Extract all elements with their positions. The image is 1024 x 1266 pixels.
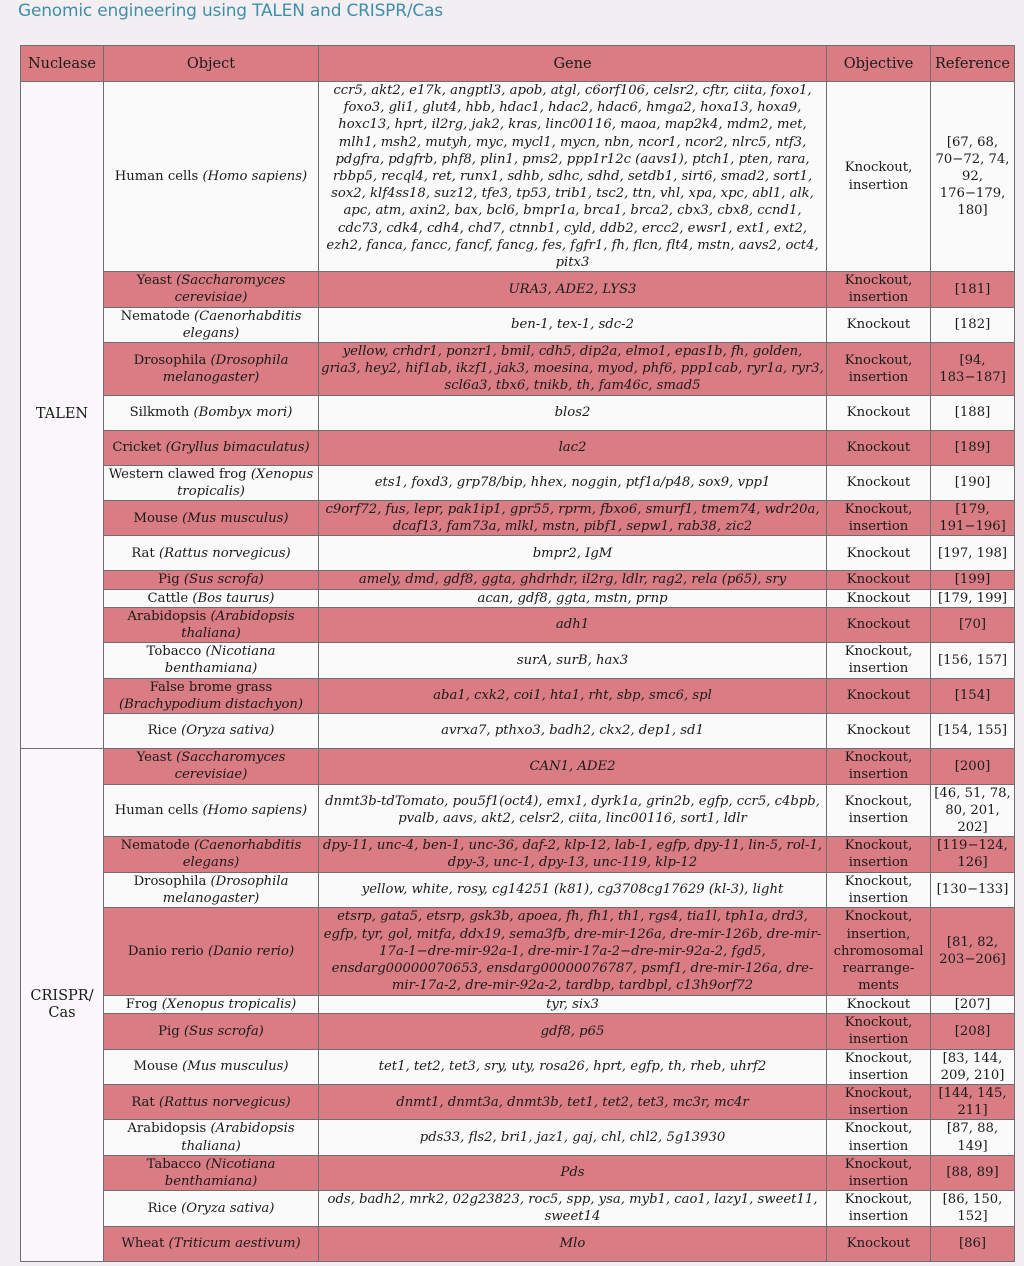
- table-row: [21, 1155, 1015, 1190]
- object-scientific-name: (Arabidopsis thaliana): [181, 1121, 295, 1154]
- object-name: Danio rerio: [127, 943, 204, 959]
- object-scientific-name: (Homo sapiens): [202, 802, 308, 818]
- gene-cell: yellow, white, rosy, cg14251 (k81), cg3708cg17629 (kl-3), light: [319, 872, 827, 907]
- objective-cell: Knockout, insertion: [827, 872, 931, 907]
- table-row: [21, 272, 1015, 307]
- objective-cell: Knockout: [827, 1226, 931, 1261]
- reference-cell: [119−124, 126]: [931, 837, 1015, 872]
- table-row: [21, 784, 1015, 837]
- object-name: Yeast: [136, 750, 172, 766]
- object-name: Rat: [131, 1094, 155, 1110]
- object-name: Arabidopsis: [127, 1121, 207, 1137]
- reference-cell: [199]: [931, 571, 1015, 589]
- table-row: [21, 82, 1015, 272]
- objective-cell: Knockout, insertion: [827, 1155, 931, 1190]
- object-cell: [104, 643, 319, 678]
- gene-cell: pds33, fls2, bri1, jaz1, gaj, chl, chl2, 5g13930: [319, 1120, 827, 1155]
- objective-cell: Knockout, insertion: [827, 784, 931, 837]
- objective-cell: Knockout, insertion, chromosomal rearrange-ments: [827, 907, 931, 995]
- object-cell: [104, 343, 319, 396]
- objective-cell: Knockout: [827, 395, 931, 430]
- reference-cell: [83, 144, 209, 210]: [931, 1049, 1015, 1084]
- crispr-nuclease-cell: CRISPR/ Cas: [21, 749, 104, 1261]
- object-name: False brome grass: [149, 679, 273, 695]
- objective-cell: Knockout: [827, 536, 931, 571]
- object-cell: [104, 907, 319, 995]
- object-scientific-name: (Danio rerio): [207, 943, 295, 959]
- object-scientific-name: (Sus scrofa): [183, 1023, 264, 1039]
- object-cell: [104, 872, 319, 907]
- object-cell: [104, 837, 319, 872]
- object-name: Mouse: [133, 510, 178, 526]
- object-scientific-name: (Drosophila melanogaster): [162, 873, 289, 906]
- object-cell: [104, 82, 319, 272]
- objective-cell: Knockout, insertion: [827, 343, 931, 396]
- objective-cell: Knockout: [827, 995, 931, 1013]
- table-row: [21, 1226, 1015, 1261]
- gene-cell: dnmt3b-tdTomato, pou5f1(oct4), emx1, dyrk1a, grin2b, egfp, ccr5, c4bpb, pvalb, aavs, akt2, celsr2, ciita, linc00116, sort1, ldlr: [319, 784, 827, 837]
- gene-cell: acan, gdf8, ggta, mstn, prnp: [319, 589, 827, 607]
- gene-cell: ben-1, tex-1, sdc-2: [319, 307, 827, 342]
- header-gene: Gene: [319, 46, 827, 82]
- gene-cell: c9orf72, fus, lepr, pak1ip1, gpr55, rprm, fbxo6, smurf1, tmem74, wdr20a, dcaf13, fam73a, mlkl, mstn, pibf1, sepw1, rab38, zic2: [319, 501, 827, 536]
- gene-cell: gdf8, p65: [319, 1014, 827, 1049]
- object-scientific-name: (Bombyx mori): [193, 405, 293, 421]
- reference-cell: [188]: [931, 395, 1015, 430]
- reference-cell: [207]: [931, 995, 1015, 1013]
- gene-cell: lac2: [319, 430, 827, 465]
- reference-cell: [94, 183−187]: [931, 343, 1015, 396]
- objective-cell: Knockout, insertion: [827, 837, 931, 872]
- reference-cell: [88, 89]: [931, 1155, 1015, 1190]
- object-name: Frog: [125, 996, 158, 1012]
- objective-cell: Knockout: [827, 571, 931, 589]
- object-scientific-name: (Rattus norvegicus): [158, 545, 291, 561]
- objective-cell: Knockout: [827, 307, 931, 342]
- objective-cell: Knockout, insertion: [827, 749, 931, 784]
- table-row: [21, 571, 1015, 589]
- object-cell: [104, 430, 319, 465]
- objective-cell: Knockout, insertion: [827, 1084, 931, 1119]
- gene-cell: tyr, six3: [319, 995, 827, 1013]
- objective-cell: Knockout: [827, 714, 931, 749]
- object-cell: [104, 1049, 319, 1084]
- table-row: [21, 1049, 1015, 1084]
- object-scientific-name: (Triticum aestivum): [168, 1235, 301, 1251]
- objective-cell: Knockout, insertion: [827, 1014, 931, 1049]
- object-scientific-name: (Rattus norvegicus): [158, 1094, 291, 1110]
- object-cell: [104, 1226, 319, 1261]
- table-row: [21, 1191, 1015, 1226]
- object-scientific-name: (Xenopus tropicalis): [161, 996, 297, 1012]
- table-body: [21, 82, 1015, 1262]
- table-row: [21, 343, 1015, 396]
- gene-cell: etsrp, gata5, etsrp, gsk3b, apoea, fh, fh1, th1, rgs4, tia1l, tph1a, drd3, egfp, tyr, gol, mitfa, ddx19, sema3fb, dre-mir-126a, dre-mir-126b, dre-mir-17a-1−dre-mir-92a-1, dre-mir-17a-2−dre-mir-92a-2, fgd5, ensdarg00000070653, ensdarg00000076787, psmf1, dre-mir-126a, dre-mir-17a-2, dre-mir-92a-2, tardbp, tardbpl, c13h9orf72: [319, 907, 827, 995]
- reference-cell: [87, 88, 149]: [931, 1120, 1015, 1155]
- object-scientific-name: (Bos taurus): [192, 590, 275, 606]
- object-cell: [104, 1155, 319, 1190]
- object-name: Tobacco: [146, 644, 202, 660]
- gene-cell: ets1, foxd3, grp78/bip, hhex, noggin, ptf1a/p48, sox9, vpp1: [319, 465, 827, 500]
- object-cell: [104, 714, 319, 749]
- object-scientific-name: (Homo sapiens): [202, 169, 308, 185]
- object-cell: [104, 1014, 319, 1049]
- object-name: Pig: [158, 572, 180, 588]
- table-row: [21, 536, 1015, 571]
- table-row: [21, 837, 1015, 872]
- objective-cell: Knockout, insertion: [827, 1120, 931, 1155]
- reference-cell: [70]: [931, 607, 1015, 642]
- gene-cell: ods, badh2, mrk2, 02g23823, roc5, spp, ysa, myb1, cao1, lazy1, sweet11, sweet14: [319, 1191, 827, 1226]
- gene-cell: URA3, ADE2, LYS3: [319, 272, 827, 307]
- header-row: [21, 46, 1015, 82]
- object-name: Western clawed frog: [108, 466, 247, 482]
- table-row: [21, 589, 1015, 607]
- object-name: Human cells: [114, 169, 199, 185]
- header-object: Object: [104, 46, 319, 82]
- object-name: Rice: [147, 723, 177, 739]
- gene-cell: bmpr2, IgM: [319, 536, 827, 571]
- objective-cell: Knockout, insertion: [827, 1191, 931, 1226]
- gene-cell: tet1, tet2, tet3, sry, uty, rosa26, hprt, egfp, th, rheb, uhrf2: [319, 1049, 827, 1084]
- header-reference: Reference: [931, 46, 1015, 82]
- objective-cell: Knockout, insertion: [827, 272, 931, 307]
- gene-cell: adh1: [319, 607, 827, 642]
- table-title: Genomic engineering using TALEN and CRISPR/Cas: [18, 1, 443, 21]
- table-row: [21, 430, 1015, 465]
- reference-cell: [179, 199]: [931, 589, 1015, 607]
- object-scientific-name: (Arabidopsis thaliana): [181, 608, 295, 642]
- object-scientific-name: (Saccharomyces cerevisiae): [174, 273, 286, 306]
- reference-cell: [154, 155]: [931, 714, 1015, 749]
- object-cell: [104, 571, 319, 589]
- objective-cell: Knockout, insertion: [827, 1049, 931, 1084]
- table-row: [21, 678, 1015, 713]
- object-name: Nematode: [120, 308, 190, 324]
- genome-editing-table: [20, 45, 1015, 1262]
- object-cell: [104, 589, 319, 607]
- table-row: [21, 872, 1015, 907]
- gene-cell: aba1, cxk2, coi1, hta1, rht, sbp, smc6, spl: [319, 678, 827, 713]
- gene-cell: avrxa7, pthxo3, badh2, ckx2, dep1, sd1: [319, 714, 827, 749]
- object-name: Cricket: [112, 440, 162, 456]
- object-cell: [104, 395, 319, 430]
- gene-cell: dnmt1, dnmt3a, dnmt3b, tet1, tet2, tet3, mc3r, mc4r: [319, 1084, 827, 1119]
- table-row: [21, 307, 1015, 342]
- object-cell: [104, 1084, 319, 1119]
- reference-cell: [130−133]: [931, 872, 1015, 907]
- table-row: [21, 1084, 1015, 1119]
- object-cell: [104, 501, 319, 536]
- objective-cell: Knockout, insertion: [827, 643, 931, 678]
- gene-cell: CAN1, ADE2: [319, 749, 827, 784]
- object-name: Tabacco: [146, 1156, 202, 1172]
- objective-cell: Knockout: [827, 465, 931, 500]
- reference-cell: [181]: [931, 272, 1015, 307]
- object-name: Human cells: [114, 802, 199, 818]
- object-scientific-name: (Caenorhabditis elegans): [182, 838, 302, 871]
- object-cell: [104, 536, 319, 571]
- talen-nuclease-cell: TALEN: [21, 82, 104, 749]
- table-row: [21, 395, 1015, 430]
- reference-cell: [197, 198]: [931, 536, 1015, 571]
- object-name: Mouse: [133, 1059, 178, 1075]
- object-name: Nematode: [120, 838, 190, 854]
- table-row: [21, 1014, 1015, 1049]
- reference-cell: [144, 145, 211]: [931, 1084, 1015, 1119]
- table-row: [21, 907, 1015, 995]
- object-scientific-name: (Sus scrofa): [183, 572, 264, 588]
- reference-cell: [86]: [931, 1226, 1015, 1261]
- object-name: Arabidopsis: [127, 608, 207, 624]
- header-nuclease: Nuclease: [21, 46, 104, 82]
- gene-cell: dpy-11, unc-4, ben-1, unc-36, daf-2, klp-12, lab-1, egfp, dpy-11, lin-5, rol-1, dpy-3, unc-1, dpy-13, unc-119, klp-12: [319, 837, 827, 872]
- objective-cell: Knockout: [827, 607, 931, 642]
- table-row: [21, 501, 1015, 536]
- reference-cell: [67, 68, 70−72, 74, 92, 176−179, 180]: [931, 82, 1015, 272]
- table-row: [21, 749, 1015, 784]
- object-cell: [104, 784, 319, 837]
- object-name: Rat: [131, 545, 155, 561]
- object-name: Cattle: [147, 590, 189, 606]
- table-row: [21, 643, 1015, 678]
- object-scientific-name: (Mus musculus): [182, 1059, 289, 1075]
- reference-cell: [46, 51, 78, 80, 201, 202]: [931, 784, 1015, 837]
- reference-cell: [154]: [931, 678, 1015, 713]
- object-cell: [104, 995, 319, 1013]
- object-cell: [104, 749, 319, 784]
- reference-cell: [179, 191−196]: [931, 501, 1015, 536]
- object-scientific-name: (Oryza sativa): [181, 1200, 275, 1216]
- object-scientific-name: (Nicotiana benthamiana): [164, 1156, 276, 1189]
- objective-cell: Knockout, insertion: [827, 82, 931, 272]
- object-cell: [104, 1120, 319, 1155]
- gene-cell: amely, dmd, gdf8, ggta, ghdrhdr, il2rg, ldlr, rag2, rela (p65), sry: [319, 571, 827, 589]
- object-name: Silkmoth: [129, 405, 190, 421]
- object-scientific-name: (Oryza sativa): [181, 723, 275, 739]
- object-cell: [104, 1191, 319, 1226]
- object-cell: [104, 465, 319, 500]
- reference-cell: [190]: [931, 465, 1015, 500]
- object-scientific-name: (Caenorhabditis elegans): [182, 308, 302, 341]
- object-name: Wheat: [121, 1235, 165, 1251]
- reference-cell: [86, 150, 152]: [931, 1191, 1015, 1226]
- reference-cell: [182]: [931, 307, 1015, 342]
- reference-cell: [81, 82, 203−206]: [931, 907, 1015, 995]
- object-name: Drosophila: [133, 352, 207, 368]
- reference-cell: [189]: [931, 430, 1015, 465]
- table-row: [21, 1120, 1015, 1155]
- gene-cell: yellow, crhdr1, ponzr1, bmil, cdh5, dip2a, elmo1, epas1b, fh, golden, gria3, hey2, hif1ab, ikzf1, jak3, moesina, myod, phf6, ppp1cab, ryr1a, ryr3, scl6a3, tbx6, tnikb, th, fam46c, smad5: [319, 343, 827, 396]
- reference-cell: [156, 157]: [931, 643, 1015, 678]
- gene-cell: Pds: [319, 1155, 827, 1190]
- gene-cell: surA, surB, hax3: [319, 643, 827, 678]
- object-scientific-name: (Xenopus tropicalis): [177, 466, 314, 499]
- objective-cell: Knockout, insertion: [827, 501, 931, 536]
- object-name: Yeast: [136, 273, 172, 289]
- object-cell: [104, 607, 319, 642]
- reference-cell: [208]: [931, 1014, 1015, 1049]
- header-objective: Objective: [827, 46, 931, 82]
- table-row: [21, 607, 1015, 642]
- object-scientific-name: (Gryllus bimaculatus): [165, 440, 310, 456]
- table-row: [21, 465, 1015, 500]
- object-cell: [104, 272, 319, 307]
- object-scientific-name: (Mus musculus): [182, 510, 289, 526]
- object-scientific-name: (Nicotiana benthamiana): [164, 644, 276, 677]
- object-name: Drosophila: [133, 873, 207, 889]
- object-cell: [104, 678, 319, 713]
- object-cell: [104, 307, 319, 342]
- objective-cell: Knockout: [827, 589, 931, 607]
- gene-cell: Mlo: [319, 1226, 827, 1261]
- reference-cell: [200]: [931, 749, 1015, 784]
- object-name: Rice: [147, 1200, 177, 1216]
- gene-cell: blos2: [319, 395, 827, 430]
- table-row: [21, 995, 1015, 1013]
- object-scientific-name: (Saccharomyces cerevisiae): [174, 750, 286, 783]
- table-row: [21, 714, 1015, 749]
- gene-cell: ccr5, akt2, e17k, angptl3, apob, atgl, c6orf106, celsr2, cftr, ciita, foxo1, foxo3, gli1, glut4, hbb, hdac1, hdac2, hdac6, hmga2, hoxa13, hoxa9, hoxc13, hprt, il2rg, jak2, kras, linc00116, maoa, map2k4, mdm2, met, mlh1, msh2, mutyh, myc, mycl1, mycn, nbn, ncor1, ncor2, nlrc5, ntf3, pdgfra, pdgfrb, phf8, plin1, pms2, ppp1r12c (aavs1), ptch1, pten, rara, rbbp5, recql4, ret, runx1, sdhb, sdhc, sdhd, setdb1, sirt6, smad2, sort1, sox2, klf4ss18, suz12, tfe3, tp53, trib1, tsc2, ttn, vhl, xpa, xpc, abl1, alk, apc, atm, axin2, bax, bcl6, bmpr1a, brca1, brca2, cbx3, cbx8, ccnd1, cdc73, cdk4, cdh4, chd7, ctnnb1, cyld, ddb2, ercc2, ewsr1, ext1, ext2, ezh2, fanca, fancc, fancf, fancg, fes, fgfr1, fh, flcn, flt4, mstn, aavs2, oct4, pitx3: [319, 82, 827, 272]
- objective-cell: Knockout: [827, 430, 931, 465]
- object-name: Pig: [158, 1023, 180, 1039]
- object-scientific-name: (Drosophila melanogaster): [162, 352, 289, 385]
- objective-cell: Knockout: [827, 678, 931, 713]
- object-scientific-name: (Brachypodium distachyon): [118, 696, 304, 712]
